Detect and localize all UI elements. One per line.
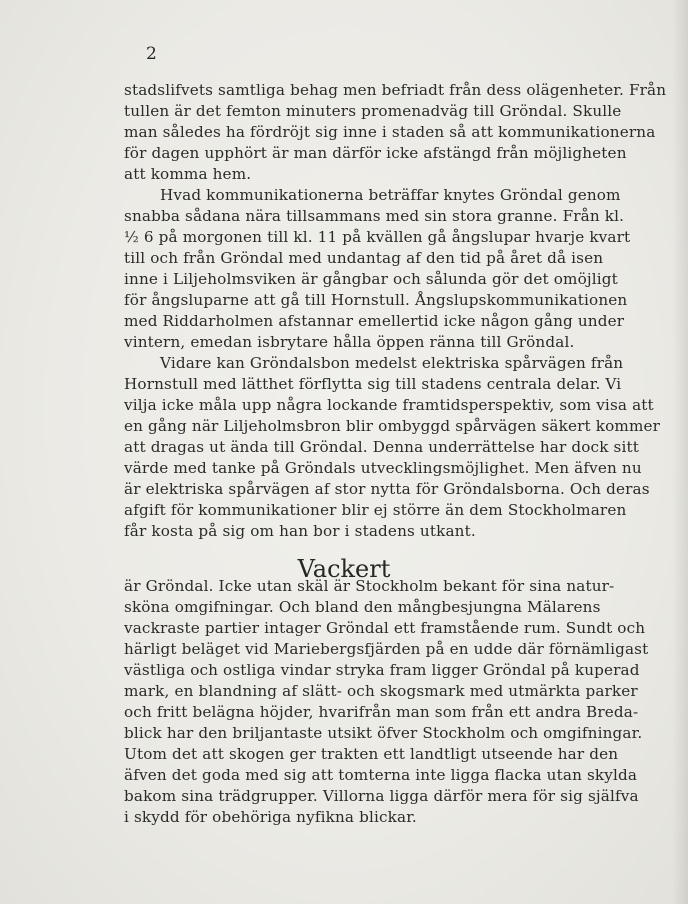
text-line: blick har den briljantaste utsikt öfver Stockholm och omgifningar.	[124, 724, 643, 742]
text-line: afgift för kommunikationer blir ej större än dem Stockholmaren	[124, 501, 627, 519]
text-line: med Riddarholmen afstannar emellertid icke någon gång under	[124, 312, 625, 330]
text-line: och fritt belägna höjder, hvarifrån man som från ett andra Breda-	[124, 703, 639, 721]
text-line: stadslifvets samtliga behag men befriadt från dess olägenheter. Från	[124, 81, 667, 99]
text-line: Hvad kommunikationerna beträffar knytes Gröndal genom	[160, 186, 621, 204]
text-line: Vidare kan Gröndalsbon medelst elektriska spårvägen från	[160, 354, 624, 372]
text-line: att komma hem.	[124, 165, 252, 183]
text-line: att dragas ut ända till Gröndal. Denna underrättelse har dock sitt	[124, 438, 639, 456]
text-line: härligt beläget vid Mariebergsfjärden på en udde där förnämligast	[124, 640, 649, 658]
text-line: för dagen upphört är man därför icke afstängd från möjligheten	[124, 144, 627, 162]
body-text-bottom	[124, 576, 649, 828]
text-line: vackraste partier intager Gröndal ett framstående rum. Sundt och	[124, 619, 646, 637]
text-line: bakom sina trädgrupper. Villorna ligga därför mera för sig själfva	[124, 787, 639, 805]
text-line: vilja icke måla upp några lockande framtidsperspektiv, som visa att	[124, 396, 654, 414]
text-line: för ångsluparne att gå till Hornstull. Ångslupskommunikationen	[124, 291, 628, 309]
text-line: till och från Gröndal med undantag af den tid på året då isen	[124, 249, 604, 267]
text-line: tullen är det femton minuters promenadväg till Gröndal. Skulle	[124, 102, 622, 120]
page-number: 2	[146, 44, 157, 64]
text-line: äfven det goda med sig att tomterna inte ligga flacka utan skylda	[124, 766, 638, 784]
text-line: sköna omgifningar. Och bland den mångbesjungna Mälarens	[124, 598, 601, 616]
text-line: värde med tanke på Gröndals utvecklingsmöjlighet. Men äfven nu	[124, 459, 642, 477]
text-line: ½ 6 på morgonen till kl. 11 på kvällen gå ångslupar hvarje kvart	[124, 228, 631, 246]
text-line: får kosta på sig om han bor i stadens utkant.	[124, 522, 476, 540]
text-line: vintern, emedan isbrytare hålla öppen ränna till Gröndal.	[124, 333, 575, 351]
text-line: västliga och ostliga vindar stryka fram ligger Gröndal på kuperad	[124, 661, 640, 679]
text-line: man således ha fördröjt sig inne i staden så att kommunikationerna	[124, 123, 656, 141]
text-line: en gång när Liljeholmsbron blir ombyggd spårvägen säkert kommer	[124, 417, 661, 435]
text-line: i skydd för obehöriga nyfikna blickar.	[124, 808, 417, 826]
text-line: är elektriska spårvägen af stor nytta för Gröndalsborna. Och deras	[124, 480, 650, 498]
text-line: snabba sådana nära tillsammans med sin stora granne. Från kl.	[124, 207, 625, 225]
text-line: är Gröndal. Icke utan skäl är Stockholm bekant för sina natur-	[124, 577, 615, 595]
section-heading: Vackert	[297, 555, 391, 583]
text-line: inne i Liljeholmsviken är gångbar och sålunda gör det omöjligt	[124, 270, 618, 288]
page-edge-shadow	[672, 0, 688, 904]
text-line: mark, en blandning af slätt- och skogsmark med utmärkta parker	[124, 682, 638, 700]
text-line: Utom det att skogen ger trakten ett landtligt utseende har den	[124, 745, 619, 763]
text-line: Hornstull med lätthet förflytta sig till stadens centrala delar. Vi	[124, 375, 622, 393]
body-text-top	[124, 80, 667, 542]
